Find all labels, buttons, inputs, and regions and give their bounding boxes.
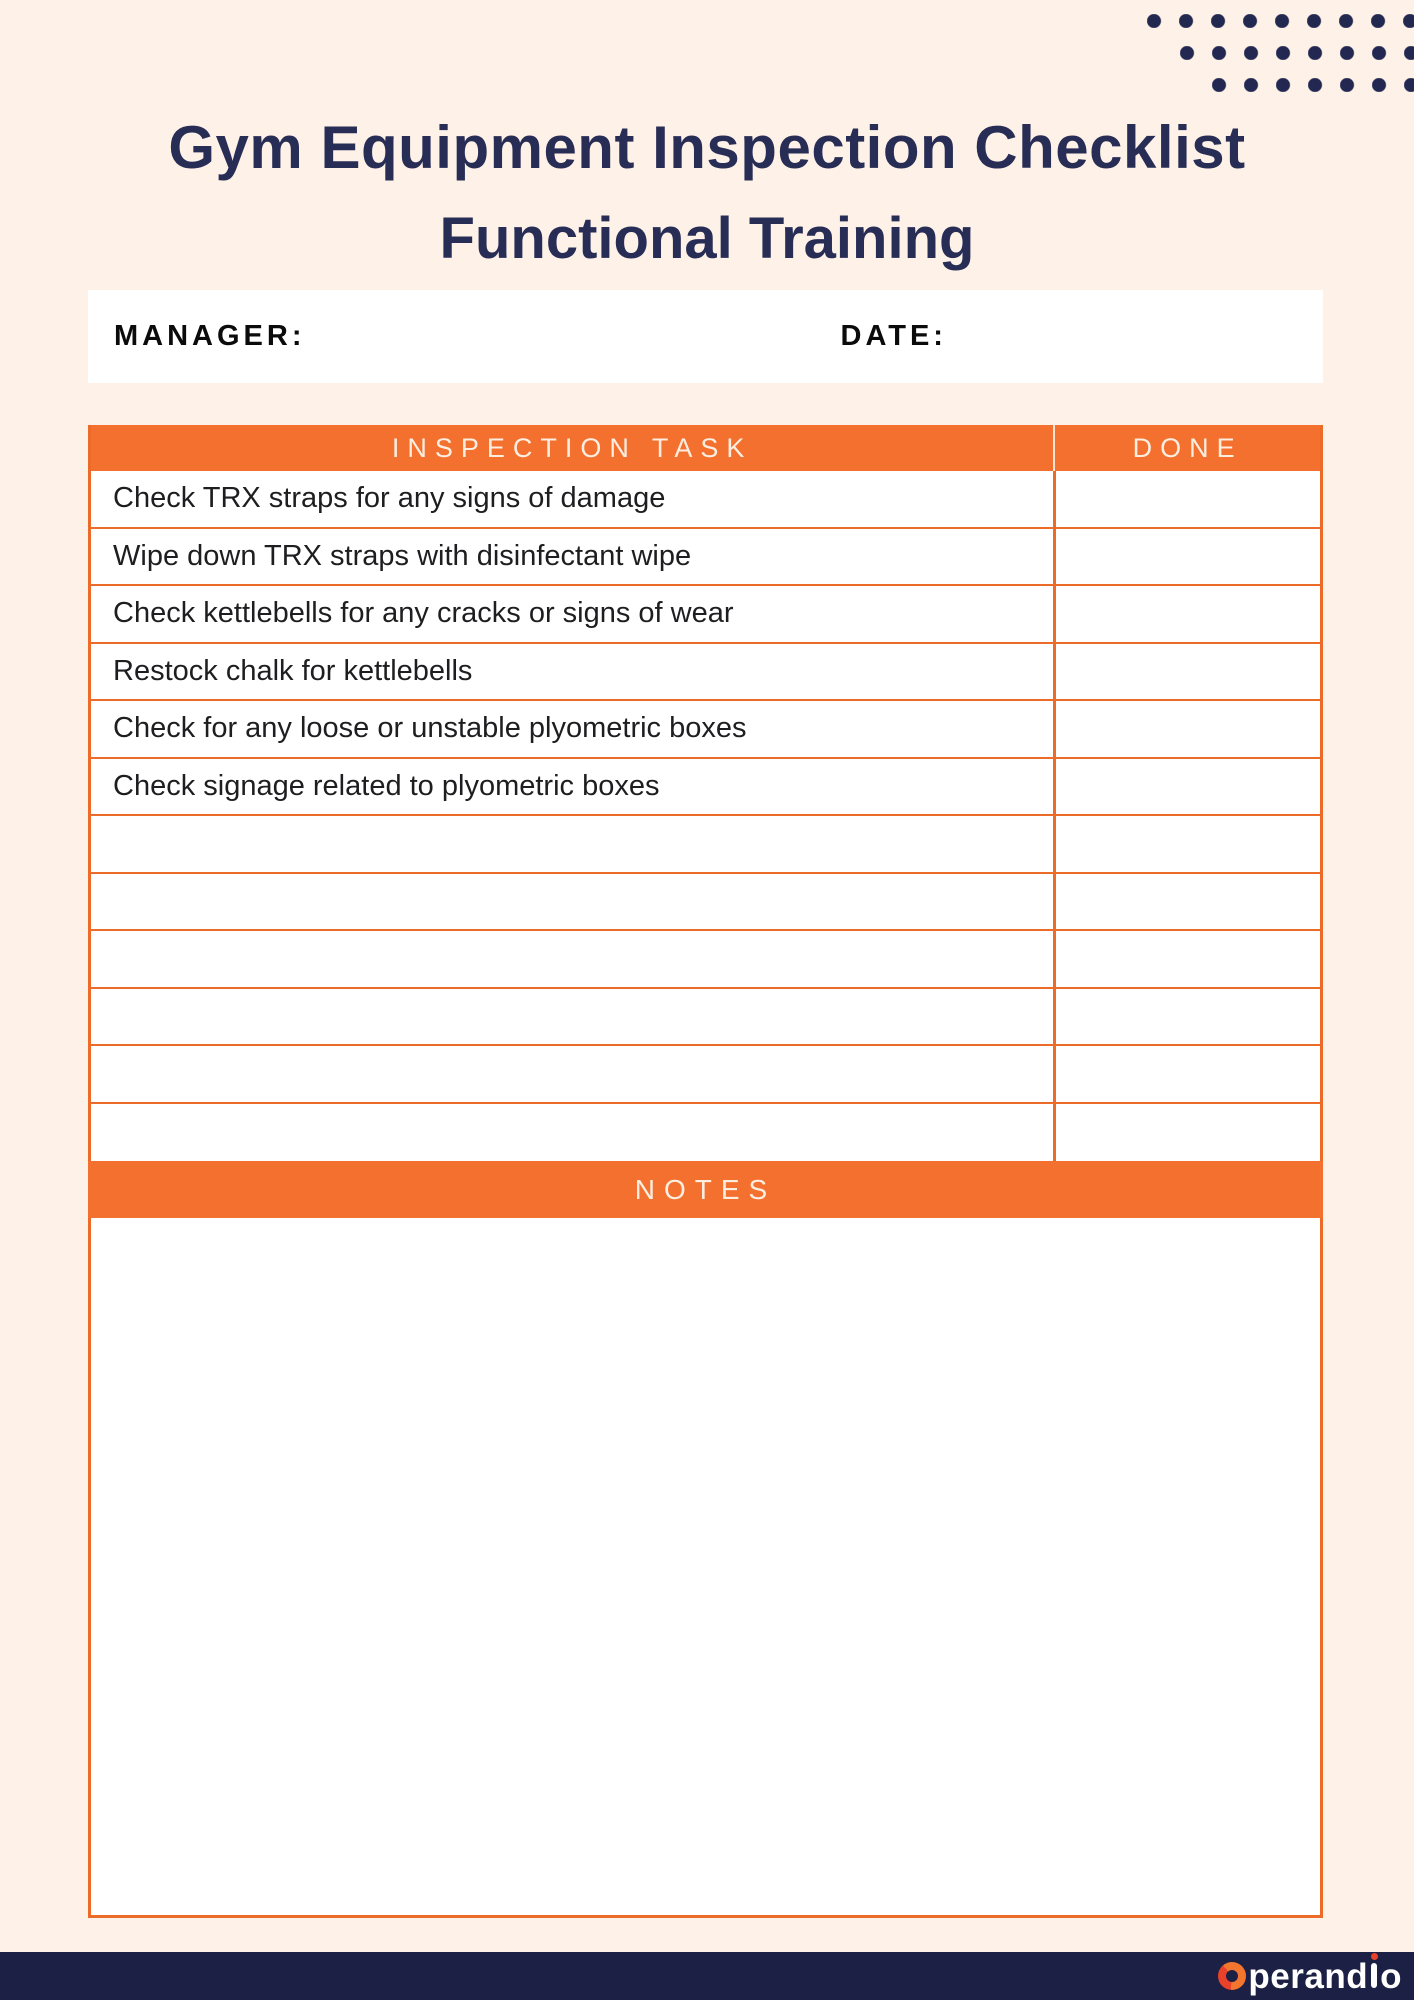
- manager-date-bar: [88, 290, 1323, 383]
- date-label: DATE:: [840, 320, 947, 352]
- done-checkbox-cell[interactable]: [1053, 759, 1320, 815]
- table-row: [91, 1046, 1320, 1104]
- notes-header: NOTES: [88, 1161, 1323, 1218]
- page-title: Gym Equipment Inspection Checklist: [168, 114, 1246, 181]
- document-title-block: [0, 114, 1414, 271]
- page-subtitle: Functional Training: [439, 206, 975, 271]
- table-row: [91, 586, 1320, 644]
- task-cell: Restock chalk for kettlebells: [113, 654, 473, 687]
- done-checkbox-cell[interactable]: [1053, 471, 1320, 527]
- footer-bar: [0, 1952, 1414, 2000]
- done-checkbox-cell[interactable]: [1053, 989, 1320, 1045]
- done-checkbox-cell[interactable]: [1053, 816, 1320, 872]
- inspection-task-table: [88, 425, 1323, 1164]
- done-checkbox-cell[interactable]: [1053, 931, 1320, 987]
- task-cell: Check TRX straps for any signs of damage: [113, 482, 666, 515]
- task-cell: Check for any loose or unstable plyometric boxes: [113, 712, 747, 745]
- done-checkbox-cell[interactable]: [1053, 1104, 1320, 1162]
- brand-o-mark-icon: [1218, 1962, 1246, 1990]
- brand-text: perand o: [1248, 1956, 1402, 1996]
- done-checkbox-cell[interactable]: [1053, 586, 1320, 642]
- table-row: [91, 701, 1320, 759]
- notes-area[interactable]: [88, 1218, 1323, 1918]
- task-cell: Check kettlebells for any cracks or signs of wear: [113, 597, 734, 630]
- brand-i-glyph: [1371, 1963, 1377, 1988]
- table-row: [91, 759, 1320, 817]
- task-table-body: [91, 471, 1320, 1161]
- table-row: [91, 931, 1320, 989]
- manager-input-area[interactable]: [306, 307, 841, 367]
- dots-pattern-row-1: [1147, 14, 1414, 28]
- dots-pattern-row-3: [1212, 78, 1414, 92]
- table-row: [91, 471, 1320, 529]
- column-header-done: DONE: [1053, 425, 1320, 471]
- task-cell: [91, 1104, 1053, 1162]
- done-checkbox-cell[interactable]: [1053, 874, 1320, 930]
- table-row: [91, 816, 1320, 874]
- manager-label: MANAGER:: [114, 320, 306, 352]
- operandio-logo: [1218, 1956, 1402, 1996]
- task-cell: [91, 989, 1053, 1045]
- dots-pattern-row-2: [1180, 46, 1414, 60]
- table-row: [91, 529, 1320, 587]
- task-cell: [91, 874, 1053, 930]
- task-cell: [91, 816, 1053, 872]
- task-cell: Wipe down TRX straps with disinfectant wipe: [113, 539, 692, 572]
- done-checkbox-cell[interactable]: [1053, 529, 1320, 585]
- table-header-row: [91, 425, 1320, 471]
- task-cell: Check signage related to plyometric boxes: [113, 769, 660, 802]
- done-checkbox-cell[interactable]: [1053, 701, 1320, 757]
- task-cell: [91, 1046, 1053, 1102]
- done-checkbox-cell[interactable]: [1053, 1046, 1320, 1102]
- table-row: [91, 989, 1320, 1047]
- done-checkbox-cell[interactable]: [1053, 644, 1320, 700]
- table-row: [91, 644, 1320, 702]
- date-input-area[interactable]: [947, 307, 1323, 367]
- task-cell: [91, 931, 1053, 987]
- column-header-inspection-task: INSPECTION TASK: [391, 432, 753, 463]
- table-row: [91, 874, 1320, 932]
- table-row: [91, 1104, 1320, 1162]
